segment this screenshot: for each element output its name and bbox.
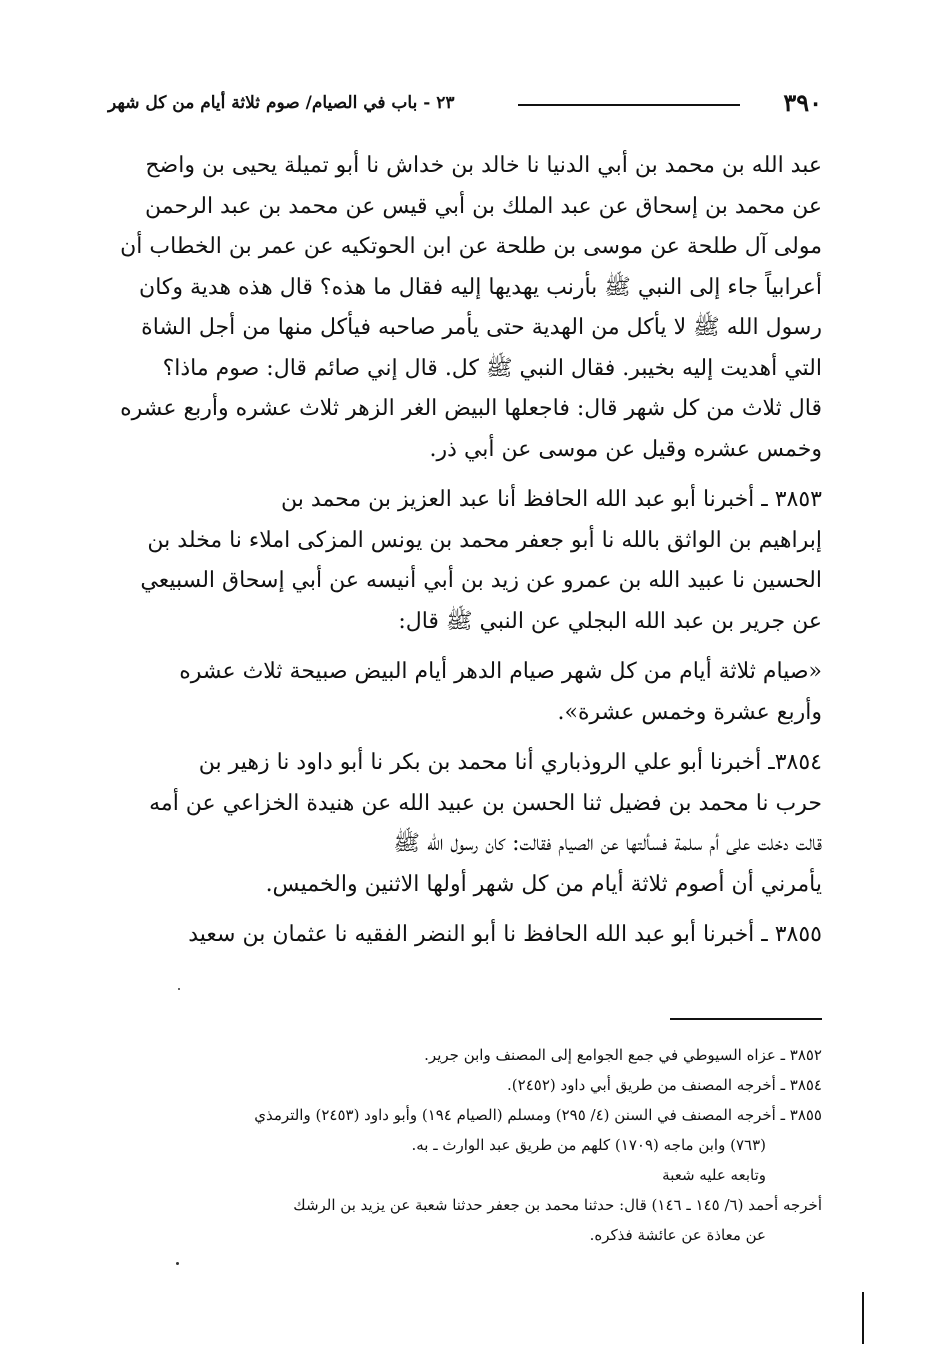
footnote-3852: ٣٨٥٢ ـ عزاه السيوطي في جمع الجوامع إلى المصنف وابن جرير. [424,1046,822,1064]
footnote-3855-followup: وتابعه عليه شعبة [662,1166,766,1184]
paragraph-hadith-3853-text: «صيام ثلاثة أيام من كل شهر صيام الدهر أيام البيض صبيحة ثلاث عشره وأربع عشرة وخمس عشرة». [179,659,822,725]
paragraph-hadith-3853: ٣٨٥٣ ـ أخبرنا أبو عبد الله الحافظ أنا عبد العزيز بن محمد بن إبراهيم بن الواثق بالله نا أبو جعفر محمد بن يونس المزكى املاء نا مخلد بن الحسين نا عبيد الله بن عمرو عن زيد بن أبي أنيسه عن أبي إسحاق السبيعي عن جرير بن عبد الله البجلي عن النبي ﷺ قال: [140,487,822,634]
header-rule [518,104,740,106]
paragraph-hadith-continuation: عبد الله بن محمد بن أبي الدنيا نا خالد بن خداش نا أبو تميلة يحيى بن واضح عن محمد بن إسحاق عن عبد الملك بن أبي قيس عن محمد بن عبد الرحمن مولى آل طلحة عن موسى بن طلحة عن ابن الحوتكيه عن عمر بن الخطاب أن أعرابياً جاء إلى النبي ﷺ بأرنب يهديها إليه فقال ما هذه؟ قال هذه هدية وكان رسول الله ﷺ لا يأكل من الهدية حتى يأمر صاحبه فيأكل منها من أجل الشاة التي أهديت إليه بخيبر. فقال النبي ﷺ كل. قال إني صائم قال: صوم ماذا؟ قال ثلاث من كل شهر قال: فاجعلها البيض الغر الزهر ثلاث عشره وأربع عشره وخمس عشره وقيل عن موسى عن أبي ذر. [120,153,822,462]
footnote-3855-continuation: (٧٦٣) وابن ماجه (١٧٠٩) كلهم من طريق عبد الوارث ـ به. [411,1136,766,1154]
footnotes [108,1040,822,1250]
running-header [108,88,822,118]
paragraph-hadith-3855: ٣٨٥٥ ـ أخبرنا أبو عبد الله الحافظ نا أبو النضر الفقيه نا عثمان بن سعيد [188,922,822,947]
paragraph-hadith-3854: ٣٨٥٤ـ أخبرنا أبو علي الروذباري أنا محمد بن بكر نا أبو داود نا زهير بن حرب نا محمد بن فضيل ثنا الحسن بن عبيد الله عن هنيدة الخزاعي عن أمه قالت دخلت على أم سلمة فسألتها عن الصيام فقالت: كان رسول الله ﷺ يأمرني أن أصوم ثلاثة أيام من كل شهر أولها الاثنين والخميس. [149,750,822,897]
footnote-3855-ahmad-continuation: عن معاذة عن عائشة فذكره. [589,1226,766,1244]
footnote-3855-ahmad: أخرجه أحمد (٦/ ١٤٥ ـ ١٤٦) قال: حدثنا محمد بن جعفر حدثنا شعبة عن يزيد بن الرشك [293,1196,822,1214]
chapter-title: ٢٣ - باب في الصيام/ صوم ثلاثة أيام من كل شهر [108,93,455,113]
margin-binding-mark [862,1292,864,1344]
footnote-separator [670,1018,822,1020]
footnote-3855: ٣٨٥٥ ـ أخرجه المصنف في السنن (٤/ ٢٩٥) ومسلم (الصيام ١٩٤) وأبو داود (٢٤٥٣) والترمذي [254,1106,822,1124]
main-text [108,146,822,956]
page-number: ٣٩٠ [783,88,822,117]
scan-speck [176,1262,179,1265]
footnote-3854: ٣٨٥٤ ـ أخرجه المصنف من طريق أبي داود (٢٤٥٢). [507,1076,822,1094]
scan-speck [178,988,180,990]
